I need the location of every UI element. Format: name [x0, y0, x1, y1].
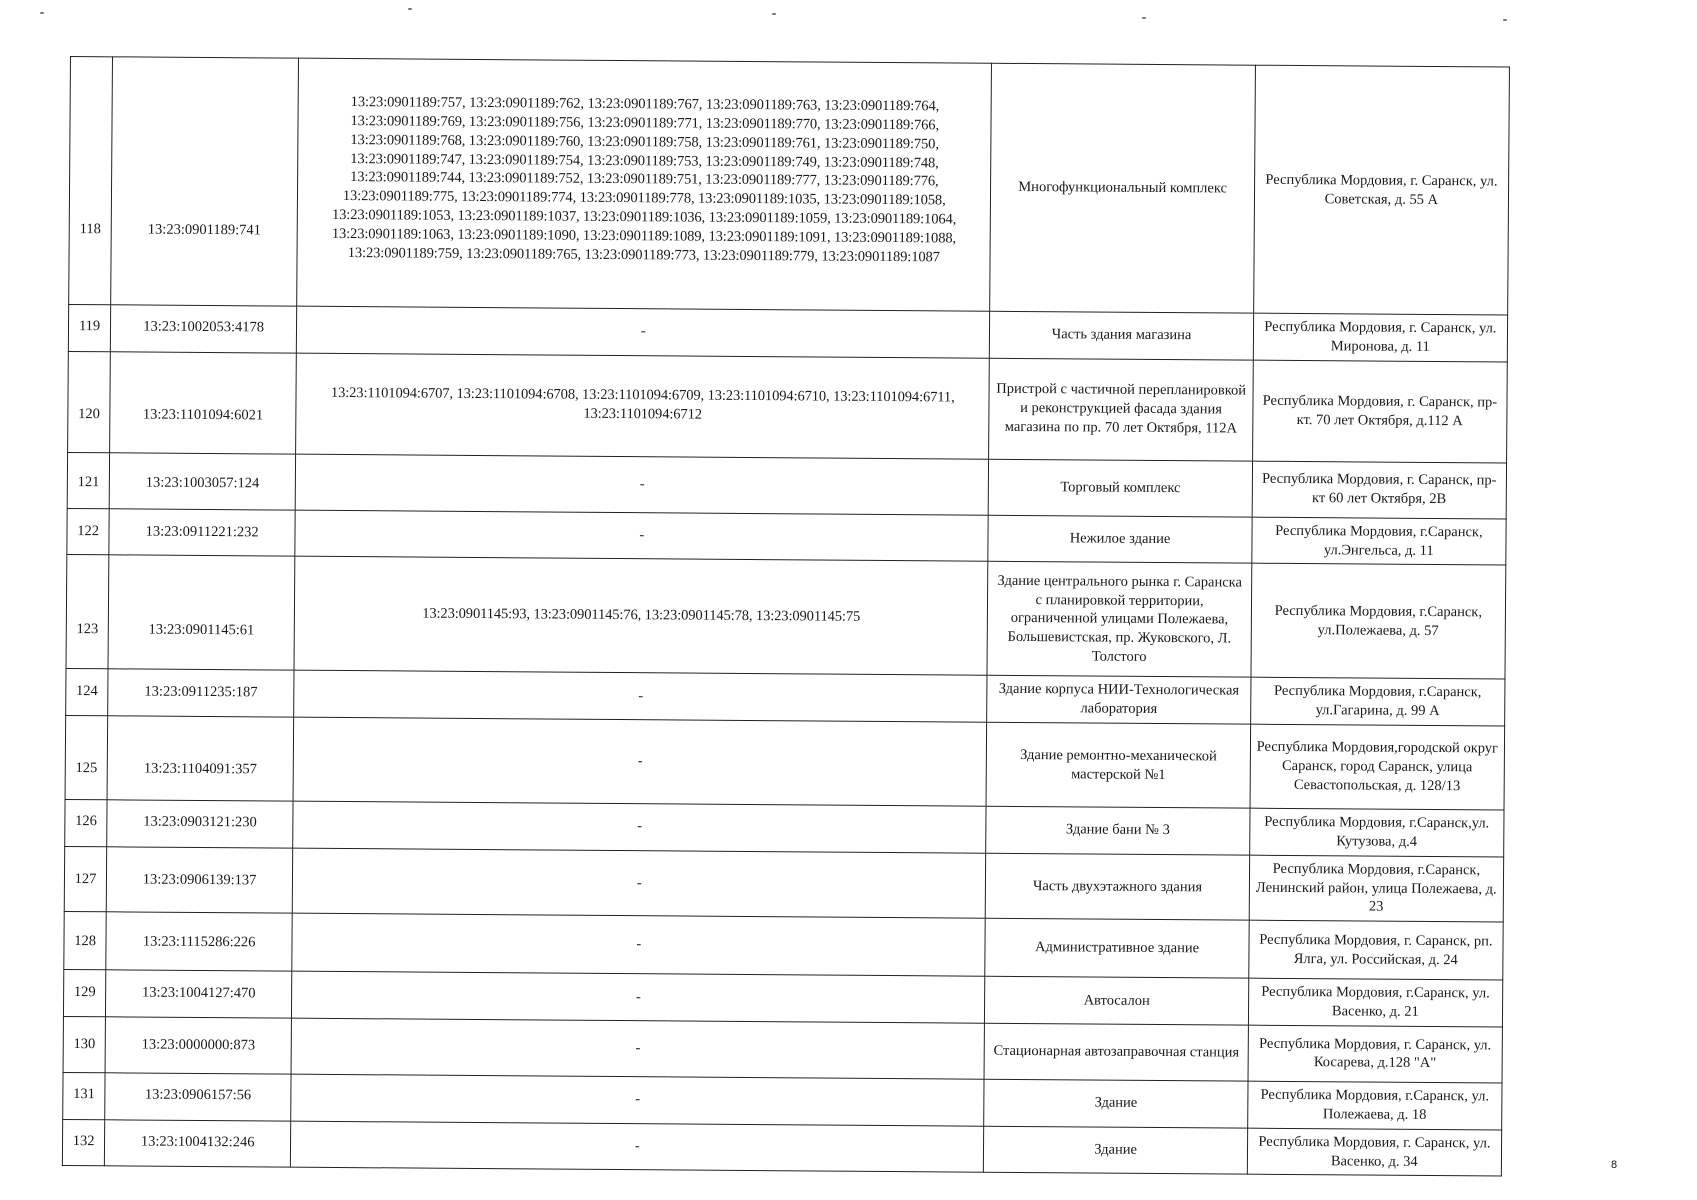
- related-cadastral-numbers: -: [290, 1121, 984, 1173]
- row-number: 124: [66, 669, 109, 716]
- object-address: Республика Мордовия, г. Саранск, рп. Ялга, ул. Российская, д. 24: [1248, 920, 1503, 980]
- related-cadastral-numbers: -: [291, 1074, 985, 1126]
- object-name: Многофункциональный комплекс: [990, 63, 1255, 313]
- related-cadastral-numbers: 13:23:0901189:757, 13:23:0901189:762, 13:23:0901189:767, 13:23:0901189:763, 13:23:0901189:764, 13:23:0901189:769, 13:23:0901189:756, 13:23:0901189:771, 13:23:0901189:770, 13:23:0901189:766, 13:23:0901189:768, 13:23:0901189:760, 13:23:0901189:758, 13:23:0901189:761, 13:23:0901189:750, 13:23:0901189:747, 13:23:0901189:754, 13:23:0901189:753, 13:23:0901189:749, 13:23:0901189:748, 13:23:0901189:744, 13:23:0901189:752, 13:23:0901189:751, 13:23:0901189:777, 13:23:0901189:776, 13:23:0901189:775, 13:23:0901189:774, 13:23:0901189:778, 13:23:0901189:1035, 13:23:0901189:1058, 13:23:0901189:1053, 13:23:0901189:1037, 13:23:0901189:1036, 13:23:0901189:1059, 13:23:0901189:1064, 13:23:0901189:1063, 13:23:0901189:1090, 13:23:0901189:1089, 13:23:0901189:1091, 13:23:0901189:1088, 13:23:0901189:759, 13:23:0901189:765, 13:23:0901189:773, 13:23:0901189:779, 13:23:0901189:1087: [297, 58, 992, 311]
- table-row: [64, 846, 1503, 922]
- object-address: Республика Мордовия, г.Саранск,ул. Кутузова, д.4: [1249, 808, 1504, 857]
- object-name: Автосалон: [985, 977, 1249, 1026]
- cadastral-number: 13:23:1003057:124: [109, 452, 295, 509]
- object-name: Пристрой с частичной перепланировкой и реконструкцией фасада здания магазина по пр. 70 лет Октября, 112А: [989, 358, 1253, 461]
- object-address: Республика Мордовия, г.Саранск, ул.Гагарина, д. 99 А: [1250, 678, 1505, 727]
- object-address: Республика Мордовия, г. Саранск, пр-кт 60 лет Октября, 2В: [1252, 461, 1507, 519]
- cadastral-number: 13:23:0911235:187: [108, 669, 294, 717]
- table-row: [64, 912, 1503, 981]
- scan-speck: [408, 8, 412, 10]
- object-name: Здание: [984, 1079, 1248, 1128]
- object-name: Нежилое здание: [988, 515, 1252, 564]
- row-number: 130: [63, 1016, 106, 1072]
- object-name: Административное здание: [985, 919, 1249, 979]
- table-row: [67, 452, 1506, 519]
- object-name: Торговый комплекс: [989, 459, 1253, 517]
- cadastral-number: 13:23:1004127:470: [106, 970, 292, 1018]
- related-cadastral-numbers: -: [295, 454, 989, 515]
- row-number: 122: [67, 508, 110, 555]
- row-number: 121: [67, 452, 110, 508]
- table-row: [69, 57, 1510, 316]
- object-address: Республика Мордовия, г.Саранск, ул.Полежаева, д. 57: [1251, 564, 1506, 680]
- table-row: [68, 351, 1508, 463]
- object-address: Республика Мордовия, г. Саранск, ул. Советская, д. 55 А: [1253, 65, 1509, 315]
- related-cadastral-numbers: -: [292, 848, 986, 919]
- cadastral-number: 13:23:1002053:4178: [111, 305, 297, 353]
- object-address: Республика Мордовия,городской округ Саранск, город Саранск, улица Севастопольская, д. 128/13: [1250, 724, 1505, 810]
- object-name: Часть двухэтажного здания: [986, 853, 1250, 920]
- scan-speck: [1142, 17, 1146, 19]
- page-number: 8: [1611, 1159, 1618, 1171]
- row-number: 119: [68, 304, 111, 351]
- cadastral-number: 13:23:0906139:137: [106, 847, 292, 914]
- table-row: [65, 716, 1505, 811]
- cadastral-number: 13:23:0901189:741: [111, 57, 299, 306]
- row-number: 131: [63, 1072, 106, 1119]
- object-name: Здание центрального рынка г. Саранска с планировкой территории, ограниченной улицами Полежаева, Большевистская, пр. Жуковского, Л. Толстого: [987, 562, 1251, 678]
- related-cadastral-numbers: 13:23:0901145:93, 13:23:0901145:76, 13:23:0901145:78, 13:23:0901145:75: [294, 557, 988, 676]
- cadastral-number: 13:23:0000000:873: [105, 1017, 291, 1074]
- scan-speck: [40, 12, 44, 14]
- cadastral-number: 13:23:1101094:6021: [110, 351, 297, 453]
- object-address: Республика Мордовия, г.Саранск, ул. Васенко, д. 21: [1248, 978, 1503, 1027]
- row-number: 132: [62, 1119, 105, 1166]
- object-name: Здание корпуса НИИ-Технологическая лаборатория: [987, 676, 1251, 725]
- related-cadastral-numbers: -: [292, 913, 986, 976]
- cadastral-number: 13:23:0911221:232: [109, 508, 295, 556]
- row-number: 118: [69, 57, 113, 305]
- related-cadastral-numbers: -: [293, 717, 987, 806]
- cadastral-number: 13:23:1004132:246: [105, 1119, 291, 1167]
- related-cadastral-numbers: -: [291, 1018, 985, 1079]
- object-address: Республика Мордовия, г. Саранск, ул. Косарева, д.128 "А": [1248, 1025, 1503, 1083]
- table-row: [63, 1016, 1502, 1083]
- scan-speck: [1503, 19, 1507, 21]
- table-row: [62, 1119, 1501, 1176]
- related-cadastral-numbers: -: [292, 971, 986, 1023]
- row-number: 120: [68, 351, 111, 452]
- row-number: 123: [66, 555, 109, 669]
- cadastral-number: 13:23:1115286:226: [106, 912, 292, 971]
- row-number: 129: [63, 970, 106, 1017]
- cadastral-number: 13:23:1104091:357: [107, 716, 294, 801]
- cadastral-number: 13:23:0903121:230: [107, 800, 293, 848]
- object-name: Часть здания магазина: [990, 311, 1254, 360]
- row-number: 126: [65, 800, 108, 847]
- object-address: Республика Мордовия, г. Саранск, ул. Миронова, д. 11: [1253, 313, 1508, 362]
- related-cadastral-numbers: -: [295, 510, 989, 562]
- object-name: Здание бани № 3: [986, 806, 1250, 855]
- object-name: Стационарная автозаправочная станция: [984, 1023, 1248, 1081]
- property-registry-table: [62, 56, 1510, 1177]
- object-name: Здание: [984, 1126, 1248, 1175]
- related-cadastral-numbers: 13:23:1101094:6707, 13:23:1101094:6708, 13:23:1101094:6709, 13:23:1101094:6710, 13:23:1101094:6711, 13:23:1101094:6712: [296, 353, 990, 459]
- object-address: Республика Мордовия, г. Саранск, пр-кт. 70 лет Октября, д.112 А: [1252, 360, 1507, 463]
- row-number: 127: [64, 846, 107, 912]
- related-cadastral-numbers: -: [296, 306, 990, 358]
- object-address: Республика Мордовия, г. Саранск, ул. Васенко, д. 34: [1247, 1128, 1502, 1177]
- cadastral-number: 13:23:0901145:61: [108, 555, 295, 670]
- object-address: Республика Мордовия, г.Саранск, ул. Полежаева, д. 18: [1247, 1081, 1502, 1130]
- row-number: 125: [65, 716, 108, 800]
- object-name: Здание ремонтно-механической мастерской №1: [986, 722, 1250, 808]
- cadastral-number: 13:23:0906157:56: [105, 1073, 291, 1121]
- related-cadastral-numbers: -: [294, 671, 988, 723]
- scan-speck: [772, 13, 776, 15]
- related-cadastral-numbers: -: [293, 801, 987, 853]
- table-row: [66, 555, 1506, 680]
- row-number: 128: [64, 912, 107, 970]
- object-address: Республика Мордовия, г.Саранск, Ленинский район, улица Полежаева, д. 23: [1249, 855, 1504, 922]
- object-address: Республика Мордовия, г.Саранск, ул.Энгельса, д. 11: [1252, 517, 1507, 566]
